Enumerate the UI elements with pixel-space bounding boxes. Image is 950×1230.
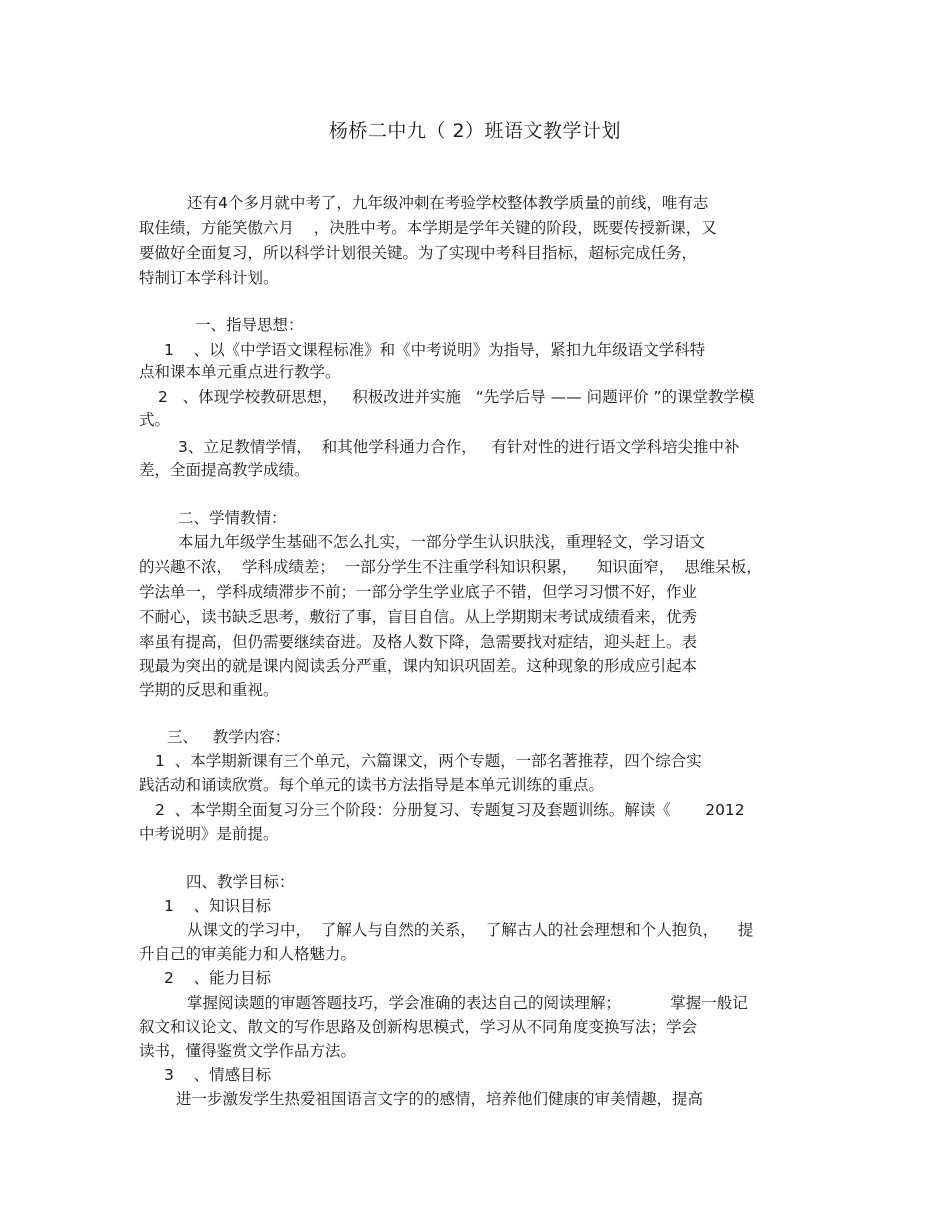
section-line: 不耐心，读书缺乏思考，敷衍了事，盲目自信。从上学期期末考试成绩看来，优秀 [139,608,698,626]
section-line: 3、立足教情学情， 和其他学科通力合作， 有针对性的进行语文学科培尖推中补 [178,438,740,456]
section-line: 2 、体现学校教研思想， 积极改进并实施 “先学后导 —— 问题评价 ”的课堂教学模 [158,388,755,406]
intro-line: 特制订本学科计划。 [139,269,279,287]
section-line: 学期的反思和重视。 [139,681,279,699]
page-title: 杨桥二中九（ 2）班语文教学计划 [328,120,622,142]
section-heading: 一、指导思想： [195,316,304,334]
section-heading: 四、教学目标： [186,873,295,891]
section-line: 式。 [139,411,171,429]
section-line: 1 、知识目标 [164,897,272,915]
section-line: 3 、情感目标 [164,1066,272,1084]
section-line: 2 、本学期全面复习分三个阶段：分册复习、专题复习及套题训练。解读《 2012 [155,801,745,819]
section-heading: 二、学情教情： [178,509,287,527]
section-line: 差，全面提高教学成绩。 [139,461,310,479]
section-line: 掌握阅读题的审题答题技巧，学会准确的表达自己的阅读理解； 掌握一般记 [187,994,748,1012]
intro-line: 取佳绩，方能笑傲六月 ，决胜中考。本学期是学年关键的阶段，既要传授新课，又 [139,219,717,237]
section-line: 进一步激发学生热爱祖国语言文字的的感情，培养他们健康的审美情趣，提高 [176,1090,704,1108]
section-line: 中考说明》是前提。 [139,825,279,843]
section-line: 践活动和诵读欣赏。每个单元的读书方法指导是本单元训练的重点。 [139,776,605,794]
section-line: 1 、以《中学语文课程标准》和《中考说明》为指导，紧扣九年级语文学科特 [164,341,706,359]
section-line: 点和课本单元重点进行教学。 [139,363,341,381]
section-line: 现最为突出的就是课内阅读丢分严重，课内知识巩固差。这种现象的形成应引起本 [139,657,698,675]
section-line: 1 、本学期新课有三个单元，六篇课文，两个专题，一部名著推荐，四个综合实 [155,752,702,770]
section-line: 升自己的审美能力和人格魅力。 [139,945,357,963]
section-line: 2 、能力目标 [164,969,272,987]
section-line: 从课文的学习中， 了解人与自然的关系， 了解古人的社会理想和个人抱负， 提 [187,921,754,939]
section-line: 叙文和议论文、散文的写作思路及创新构思模式，学习从不同角度变换写法；学会 [139,1018,698,1036]
intro-line: 还有4个多月就中考了，九年级冲刺在考验学校整体教学质量的前线，唯有志 [187,194,709,212]
intro-line: 要做好全面复习，所以科学计划很关键。为了实现中考科目指标，超标完成任务， [139,244,698,262]
section-heading: 三、 教学内容： [167,728,291,746]
section-line: 本届九年级学生基础不怎么扎实，一部分学生认识肤浅，重理轻文，学习语文 [178,533,706,551]
section-line: 的兴趣不浓， 学科成绩差； 一部分学生不注重学科知识积累， 知识面窄， 思维呆板， [139,558,762,576]
section-line: 学法单一，学科成绩滞步不前；一部分学生学业底子不错，但学习习惯不好，作业 [139,583,698,601]
section-line: 读书，懂得鉴赏文学作品方法。 [139,1042,357,1060]
section-line: 率虽有提高，但仍需要继续奋进。及格人数下降，急需要找对症结，迎头赶上。表 [139,633,698,651]
